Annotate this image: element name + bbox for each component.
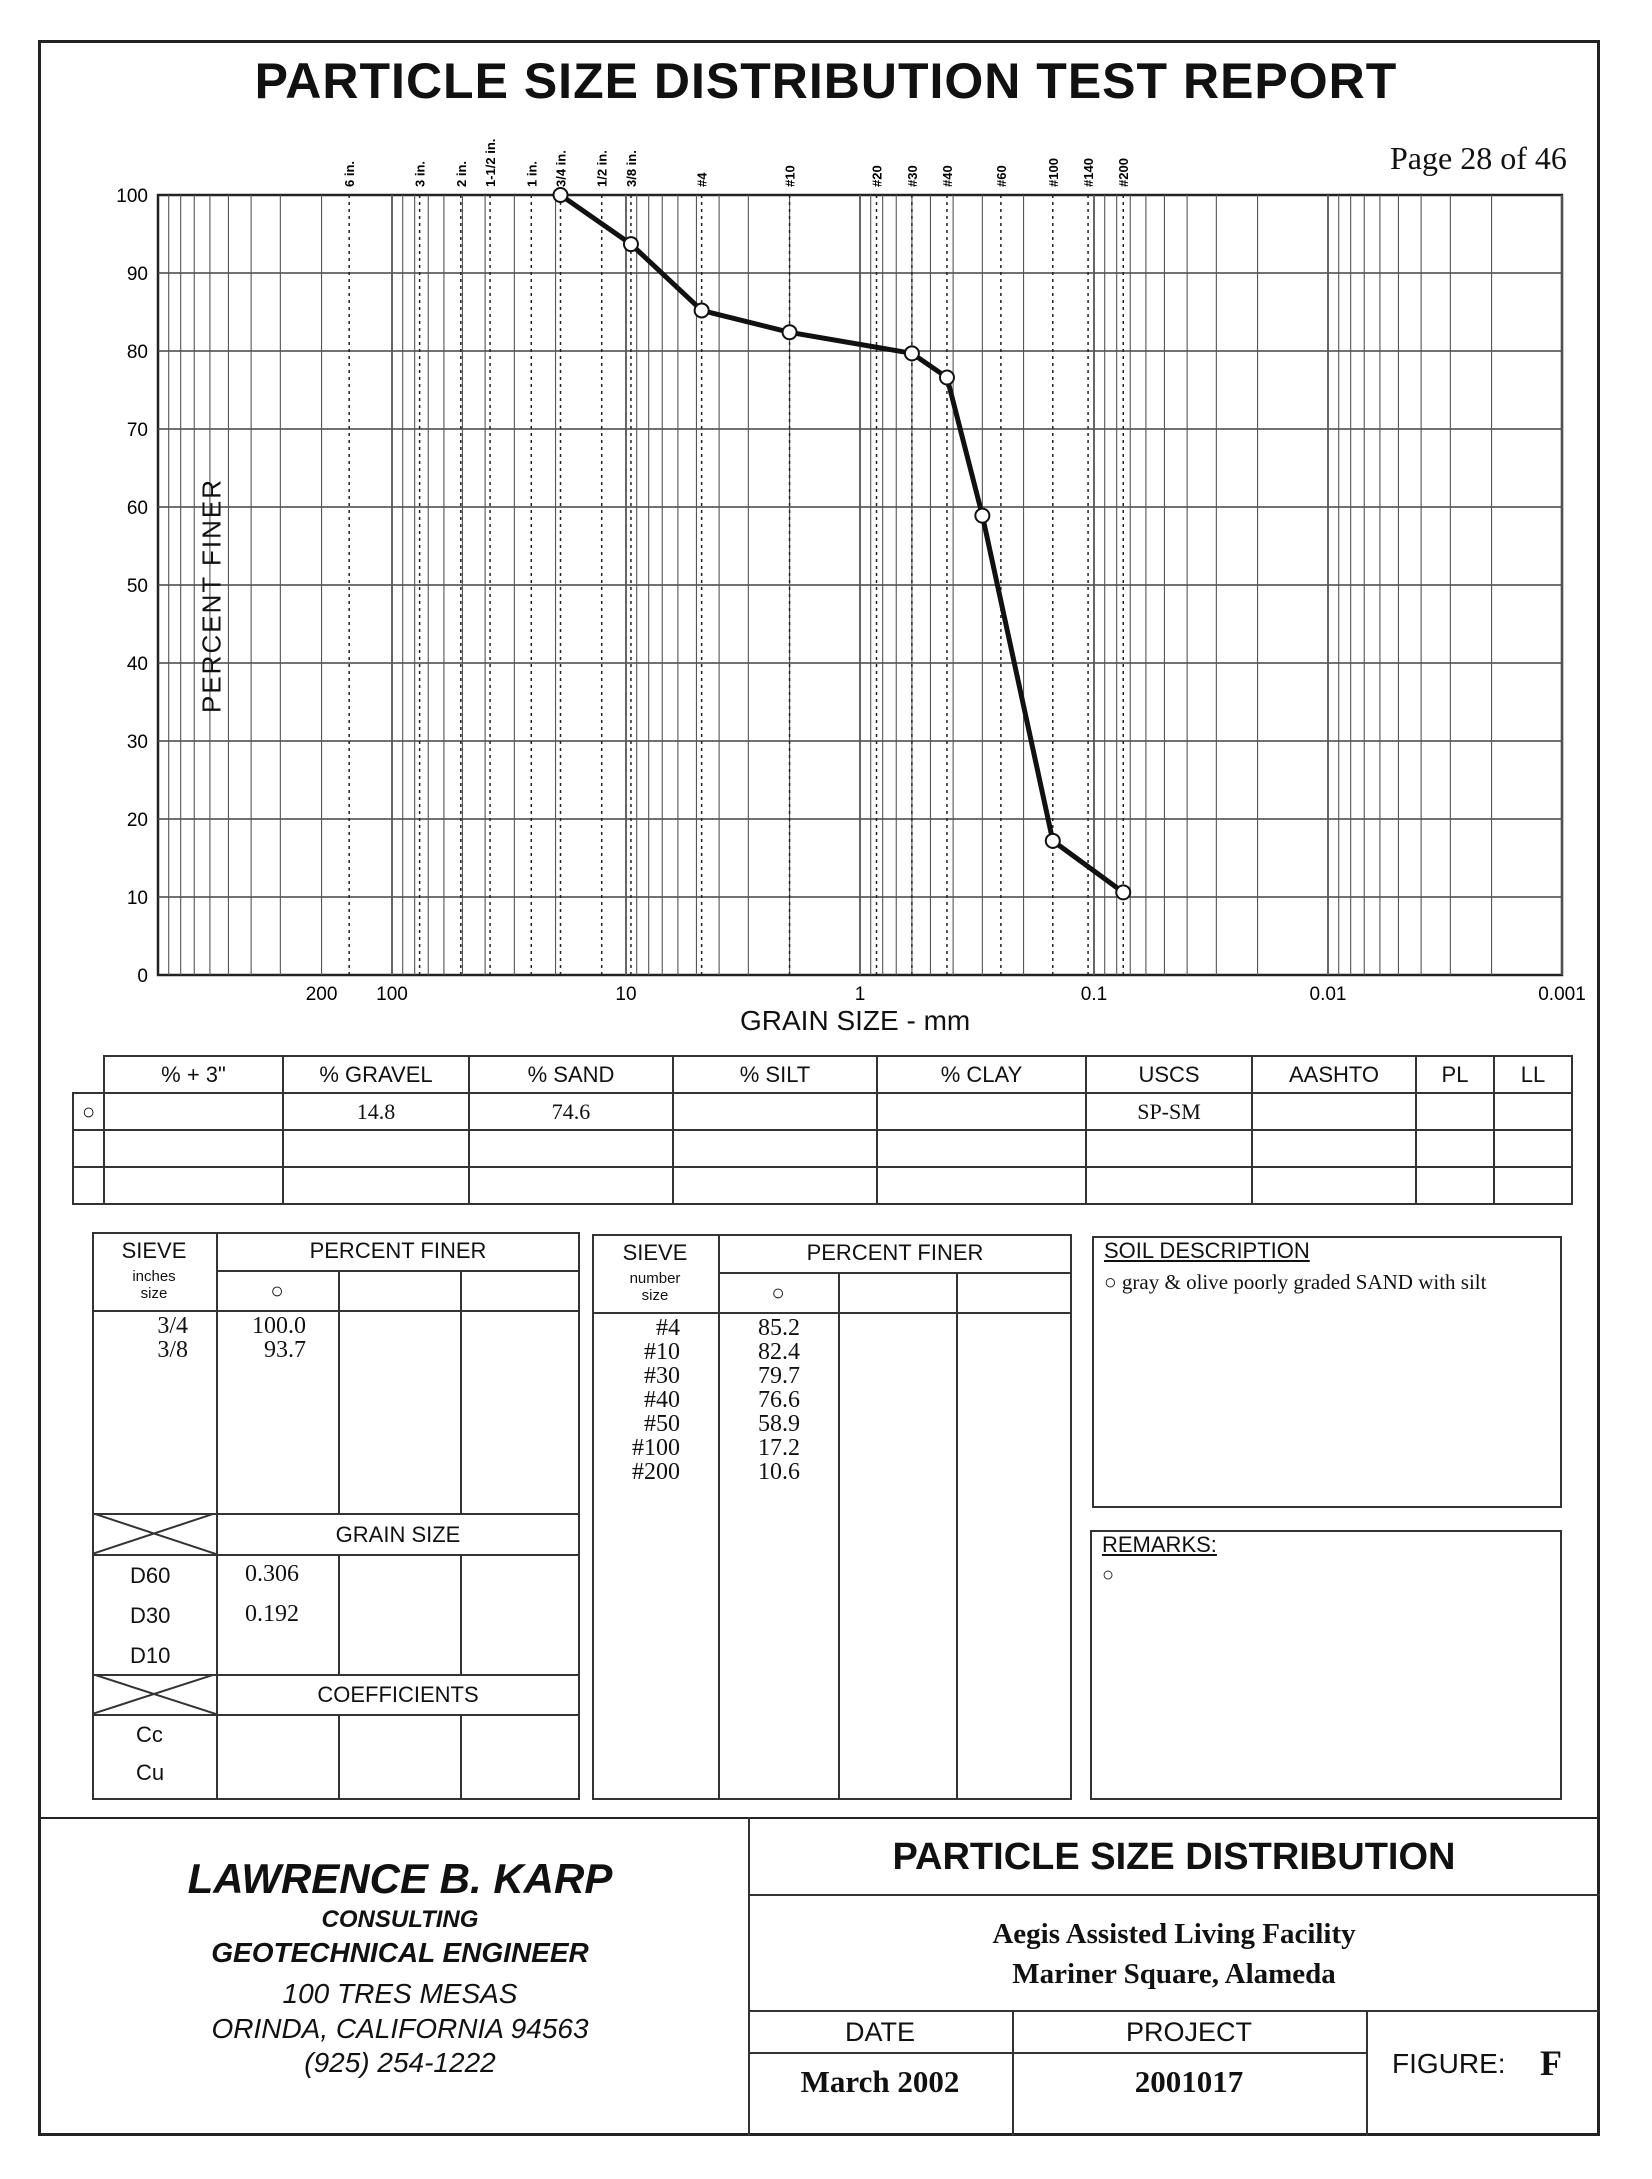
x-tick-label: 100	[376, 984, 408, 1005]
page-number: Page 28 of 46	[1390, 140, 1567, 176]
sieve-sizes: 3/4 3/8	[157, 1313, 188, 1363]
sieve-values: 85.2 82.4 79.7 76.6 58.9 17.2 10.6	[758, 1315, 800, 1485]
sieve-subheader-size: size	[641, 1287, 669, 1304]
col-header-gravel: % GRAVEL	[283, 1056, 469, 1093]
table-cell: 74.6	[469, 1093, 673, 1130]
sieve-label: #200	[1116, 158, 1132, 187]
y-tick-label: 0	[137, 966, 148, 987]
col-header-pl: PL	[1416, 1056, 1494, 1093]
x-tick-label: 0.01	[1309, 984, 1347, 1005]
engineer-line1: CONSULTING	[321, 1906, 479, 1933]
table-cell: SP-SM	[1086, 1093, 1252, 1130]
series-marker: ○	[771, 1280, 785, 1305]
series-line	[561, 195, 1124, 892]
table-cell	[1494, 1093, 1572, 1130]
grain-size-header: GRAIN SIZE	[335, 1522, 461, 1547]
table-cell: 14.8	[283, 1093, 469, 1130]
soil-description-header: SOIL DESCRIPTION	[1104, 1238, 1310, 1263]
table-row	[73, 1093, 1572, 1130]
data-point	[1046, 834, 1060, 848]
x-tick-label: 1	[854, 984, 866, 1005]
d60-value: 0.306	[245, 1561, 299, 1587]
y-tick-label: 40	[126, 654, 148, 675]
project-label: PROJECT	[1125, 2017, 1252, 2047]
x-tick-label: 200	[305, 984, 338, 1005]
sieve-label: #10	[782, 165, 798, 187]
y-tick-label: 70	[126, 420, 148, 441]
y-tick-label: 60	[126, 498, 148, 519]
data-point	[1116, 885, 1130, 899]
sieve-label: #60	[993, 165, 1009, 187]
sieve-label: #140	[1081, 158, 1097, 187]
y-axis-label: PERCENT FINER	[196, 478, 227, 713]
y-tick-label: 10	[126, 888, 148, 909]
sieve-label: 3/8 in.	[623, 150, 639, 187]
project-location: Mariner Square, Alameda	[1012, 1958, 1336, 1990]
y-tick-label: 20	[126, 810, 148, 831]
soil-description-text: ○ gray & olive poorly graded SAND with silt	[1104, 1270, 1487, 1294]
series-marker: ○	[270, 1278, 284, 1303]
cross-mark-icon	[92, 1513, 216, 1554]
table-cell	[673, 1093, 877, 1130]
footer-divider	[38, 1817, 1600, 1819]
coefficients-header: COEFFICIENTS	[317, 1682, 479, 1707]
data-point	[975, 509, 989, 523]
d60-label: D60	[130, 1563, 171, 1588]
sieve-label: #100	[1045, 158, 1061, 187]
y-tick-label: 80	[126, 342, 148, 363]
sieve-label: 6 in.	[342, 160, 358, 187]
summary-table	[72, 1055, 1573, 1205]
project-number: 2001017	[1134, 2064, 1244, 2099]
sieve-values: 100.0 93.7	[252, 1313, 306, 1363]
sieve-label: #30	[904, 165, 920, 187]
col-header-plus3: % + 3"	[104, 1056, 283, 1093]
engineer-name: LAWRENCE B. KARP	[187, 1855, 613, 1902]
figure-value: F	[1540, 2043, 1562, 2083]
sieve-label: #20	[869, 165, 885, 187]
y-tick-label: 90	[126, 264, 148, 285]
x-axis-label: GRAIN SIZE - mm	[740, 1005, 971, 1036]
sieve-label: #4	[694, 172, 710, 187]
x-tick-label: 0.001	[1538, 984, 1586, 1005]
sieve-label: 1 in.	[524, 160, 540, 187]
remarks-text: ○	[1102, 1564, 1115, 1586]
table-row	[73, 1167, 1572, 1204]
sieve-header: SIEVE	[121, 1238, 187, 1263]
col-header-uscs: USCS	[1086, 1056, 1252, 1093]
col-header-ll: LL	[1494, 1056, 1572, 1093]
percent-finer-header: PERCENT FINER	[309, 1238, 487, 1263]
x-tick-label: 10	[615, 984, 637, 1005]
figure-label: FIGURE:	[1392, 2048, 1506, 2079]
engineer-address2: ORINDA, CALIFORNIA 94563	[211, 2013, 589, 2044]
data-point	[940, 371, 954, 385]
cu-label: Cu	[136, 1760, 165, 1785]
cc-label: Cc	[136, 1722, 163, 1747]
table-cell	[104, 1093, 283, 1130]
project-name: Aegis Assisted Living Facility	[992, 1918, 1356, 1950]
data-point	[624, 237, 638, 251]
sieve-subheader: inches	[132, 1268, 176, 1285]
sieve-label: 3 in.	[412, 160, 428, 187]
y-tick-label: 30	[126, 732, 148, 753]
sieve-sizes: #4 #10 #30 #40 #50 #100 #200	[632, 1315, 680, 1485]
engineer-line2: GEOTECHNICAL ENGINEER	[211, 1937, 589, 1968]
sieve-label: 3/4 in.	[553, 150, 569, 187]
sieve-label: 2 in.	[453, 160, 469, 187]
report-title: PARTICLE SIZE DISTRIBUTION TEST REPORT	[254, 53, 1398, 109]
row-marker: ○	[73, 1093, 104, 1130]
date-label: DATE	[844, 2017, 915, 2047]
engineer-phone: (925) 254-1222	[304, 2047, 496, 2078]
sieve-header: SIEVE	[622, 1240, 688, 1265]
engineer-address1: 100 TRES MESAS	[282, 1978, 518, 2009]
table-cell	[877, 1093, 1086, 1130]
data-point	[695, 303, 709, 317]
col-header-aashto: AASHTO	[1252, 1056, 1416, 1093]
data-point	[554, 188, 568, 202]
footer-title: PARTICLE SIZE DISTRIBUTION	[892, 1836, 1456, 1878]
sieve-label: 1/2 in.	[594, 150, 610, 187]
sieve-label: 1-1/2 in.	[483, 138, 499, 187]
col-header-clay: % CLAY	[877, 1056, 1086, 1093]
d30-value: 0.192	[245, 1601, 299, 1627]
col-header-sand: % SAND	[469, 1056, 673, 1093]
particle-size-chart	[0, 0, 1652, 1050]
table-row	[73, 1130, 1572, 1167]
x-tick-label: 0.1	[1080, 984, 1108, 1005]
d10-label: D10	[130, 1643, 171, 1668]
cross-mark-icon	[92, 1674, 216, 1714]
percent-finer-header: PERCENT FINER	[806, 1240, 984, 1265]
remarks-panel	[1090, 1530, 1562, 1800]
table-cell	[1416, 1093, 1494, 1130]
data-point	[783, 325, 797, 339]
data-point	[905, 346, 919, 360]
sieve-subheader: number	[629, 1270, 681, 1287]
col-header-silt: % SILT	[673, 1056, 877, 1093]
date-value: March 2002	[800, 2064, 960, 2099]
d30-label: D30	[130, 1603, 171, 1628]
table-cell	[1252, 1093, 1416, 1130]
sieve-subheader-size: size	[140, 1285, 168, 1302]
y-tick-label: 100	[116, 186, 148, 207]
y-tick-label: 50	[126, 576, 148, 597]
remarks-header: REMARKS:	[1102, 1532, 1217, 1557]
sieve-label: #40	[939, 165, 955, 187]
